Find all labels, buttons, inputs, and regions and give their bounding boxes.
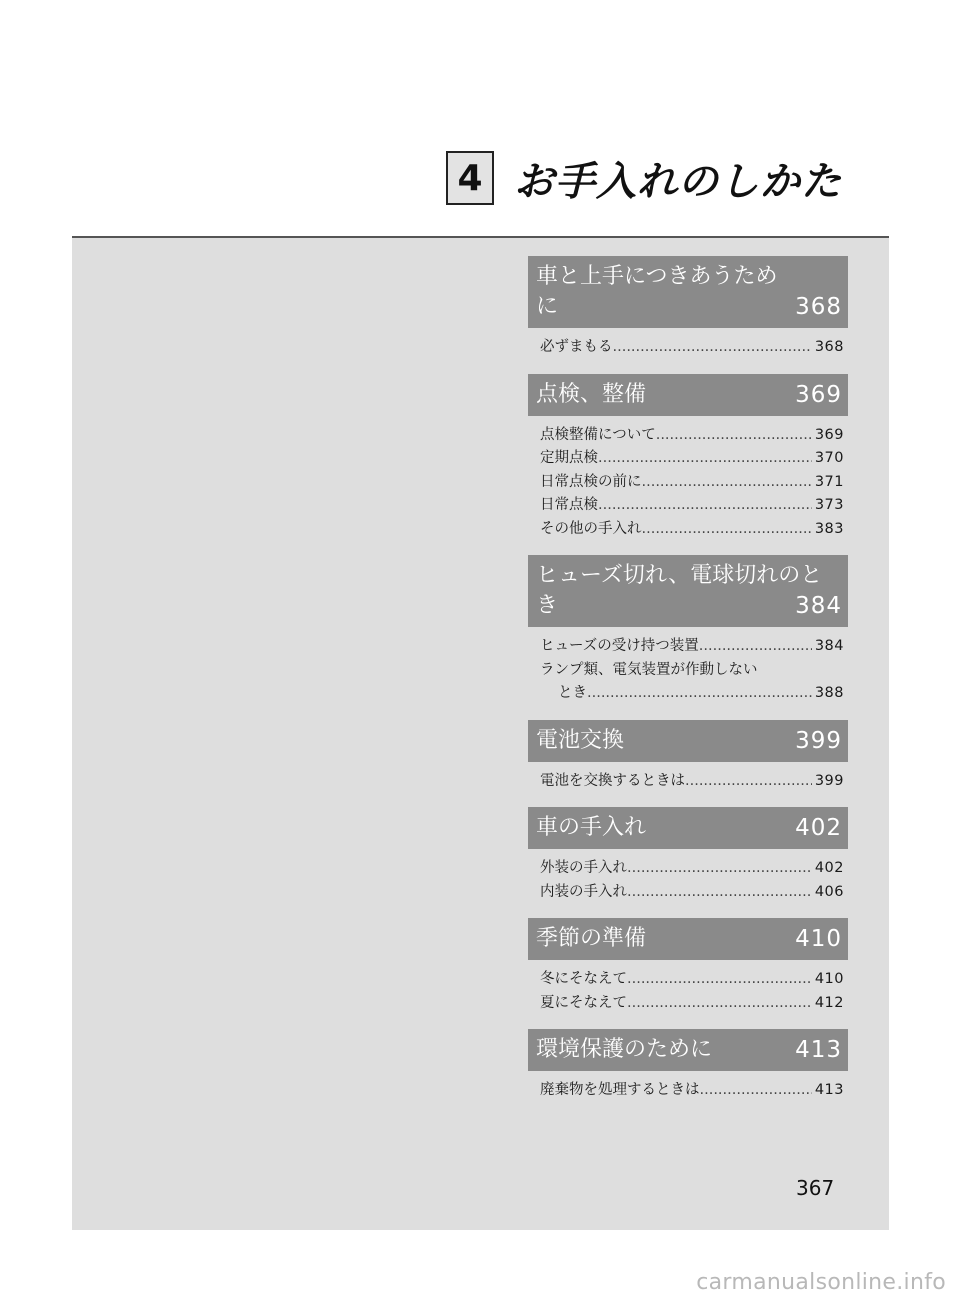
section-page: 399 [795, 727, 842, 754]
section-page: 402 [795, 815, 842, 841]
toc-entry[interactable] [540, 471, 844, 495]
leader-dots [598, 447, 812, 471]
toc-entry[interactable] [540, 1079, 844, 1103]
toc-entry-wrapped[interactable] [540, 659, 844, 706]
leader-dots [699, 635, 812, 659]
leader-dots [685, 770, 812, 794]
entry-label: 内装の手入れ [540, 883, 627, 900]
leader-dots [627, 992, 812, 1016]
toc-entry[interactable] [540, 424, 844, 448]
section-entries [528, 627, 848, 720]
leader-dots [627, 968, 812, 992]
toc-entry[interactable] [540, 968, 844, 992]
section-title: 車と上手につきあうため [536, 264, 778, 289]
watermark-url[interactable]: carmanualsonline.info [696, 1270, 946, 1295]
entry-page: 373 [814, 497, 844, 513]
section-page: 384 [795, 593, 842, 619]
entry-page: 384 [814, 638, 844, 654]
entry-label: 廃棄物を処理するときは [540, 1082, 700, 1098]
leader-dots [700, 1079, 812, 1103]
leader-dots [642, 471, 812, 495]
toc-entry[interactable] [540, 881, 844, 905]
section-title: 点検、整備 [536, 381, 647, 407]
entry-label: その他の手入れ [540, 520, 642, 537]
section-entries [528, 1071, 848, 1117]
section-entries [528, 416, 848, 556]
entry-label: ヒューズの受け持つ装置 [540, 638, 699, 654]
section-page: 413 [795, 1037, 842, 1063]
entry-label: 必ずまもる [540, 339, 613, 355]
section-header[interactable] [528, 918, 848, 960]
section-page: 410 [795, 926, 842, 952]
entry-label: 日常点検 [540, 497, 598, 513]
entry-label: 夏にそなえて [540, 994, 627, 1011]
chapter-number-box: 4 [446, 151, 494, 205]
section-header[interactable] [528, 807, 848, 849]
section-page: 368 [795, 294, 842, 320]
entry-page: 406 [814, 883, 844, 900]
toc-entry[interactable] [540, 494, 844, 518]
toc-entry[interactable] [540, 635, 844, 659]
section-entries [528, 328, 848, 374]
page-number: 367 [796, 1176, 835, 1200]
section-title: 季節の準備 [536, 926, 647, 951]
leader-dots [613, 336, 812, 360]
section-header[interactable] [528, 555, 848, 627]
chapter-title: お手入れのしかた [514, 158, 842, 205]
toc-entry[interactable] [540, 336, 844, 360]
table-of-contents [528, 256, 848, 1117]
section-title: 車の手入れ [536, 815, 647, 840]
entry-page: 371 [814, 473, 844, 490]
entry-page: 413 [814, 1082, 844, 1098]
section-header[interactable] [528, 720, 848, 762]
entry-label-line1: ランプ類、電気装置が作動しない [540, 661, 758, 678]
leader-dots [587, 682, 812, 706]
entry-page: 410 [814, 971, 844, 987]
entry-label: とき [558, 685, 587, 701]
entry-page: 383 [814, 520, 844, 537]
entry-label: 日常点検の前に [540, 473, 642, 490]
entry-page: 399 [814, 772, 844, 789]
leader-dots [598, 494, 812, 518]
entry-page: 368 [814, 339, 844, 355]
section-entries [528, 960, 848, 1029]
toc-entry[interactable] [540, 447, 844, 471]
section-title: 電池交換 [536, 727, 625, 753]
toc-entry-continuation [540, 682, 844, 706]
section-title-line2: に [536, 294, 559, 319]
section-entries [528, 849, 848, 918]
toc-entry[interactable] [540, 770, 844, 794]
toc-entry[interactable] [540, 857, 844, 881]
entry-page: 369 [814, 426, 844, 443]
leader-dots [656, 424, 812, 448]
entry-label: 定期点検 [540, 450, 598, 466]
section-title-line2: き [536, 593, 559, 618]
chapter-header [446, 150, 842, 206]
toc-entry[interactable] [540, 518, 844, 542]
section-title: 環境保護のために [536, 1037, 713, 1062]
entry-label: 外装の手入れ [540, 860, 627, 876]
entry-label: 冬にそなえて [540, 971, 627, 987]
entry-label: 電池を交換するときは [540, 772, 685, 789]
leader-dots [642, 518, 812, 542]
leader-dots [627, 857, 812, 881]
section-entries [528, 762, 848, 808]
entry-label: 点検整備について [540, 426, 656, 443]
toc-entry[interactable] [540, 992, 844, 1016]
entry-page: 412 [814, 994, 844, 1011]
section-title: ヒューズ切れ、電球切れのと [536, 563, 823, 588]
section-header[interactable] [528, 374, 848, 416]
entry-page: 402 [814, 860, 844, 876]
section-header[interactable] [528, 1029, 848, 1071]
entry-page: 370 [814, 450, 844, 466]
entry-page: 388 [814, 685, 844, 701]
leader-dots [627, 881, 812, 905]
section-page: 369 [795, 381, 842, 408]
section-header[interactable] [528, 256, 848, 328]
